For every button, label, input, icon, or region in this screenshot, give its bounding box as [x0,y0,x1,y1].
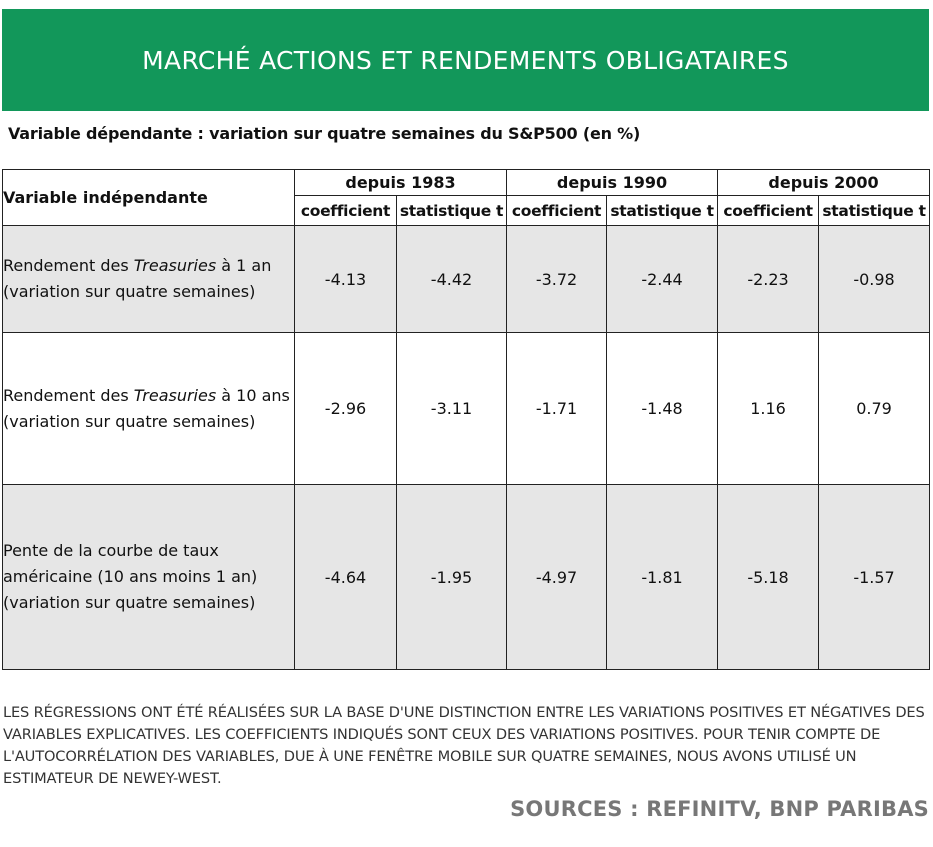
t-stat-cell: -0.98 [819,226,930,333]
t-stat-header: statistique t [607,196,718,226]
methodology-note: LES RÉGRESSIONS ONT ÉTÉ RÉALISÉES SUR LA BASE D'UNE DISTINCTION ENTRE LES VARIATIONS POSITIVES ET NÉGATIVES DES VARIABLES EXPLICATIVES. LES COEFFICIENTS INDIQUÉS SONT CEUX DES VARIATIONS POSITIVES. POUR TENIR COMPTE DE L'AUTOCORRÉLATION DES VARIABLES, DUE À UNE FENÊTRE MOBILE SUR QUATRE SEMAINES, NOUS AVONS UTILISÉ UN ESTIMATEUR DE NEWEY-WEST. [3,704,925,787]
coefficient-cell: -4.64 [295,485,397,670]
coefficient-header: coefficient [295,196,397,226]
row-label: Pente de la courbe de taux américaine (10 ans moins 1 an) (variation sur quatre semaines) [3,485,295,670]
table-row [3,485,930,670]
coefficient-cell: -4.97 [507,485,607,670]
t-stat-header: statistique t [819,196,930,226]
t-stat-cell: -4.42 [397,226,507,333]
t-stat-cell: -1.95 [397,485,507,670]
t-stat-header: statistique t [397,196,507,226]
t-stat-cell: 0.79 [819,333,930,485]
regression-table [2,169,930,670]
period-header-1983: depuis 1983 [295,170,507,196]
row-label: Rendement des Treasuries à 1 an (variation sur quatre semaines) [3,226,295,333]
coefficient-cell: -2.96 [295,333,397,485]
t-stat-cell: -3.11 [397,333,507,485]
page-title: MARCHÉ ACTIONS ET RENDEMENTS OBLIGATAIRES [142,45,789,75]
t-stat-cell: -1.48 [607,333,718,485]
coefficient-cell: -2.23 [718,226,819,333]
sources-credit: SOURCES : REFINITV, BNP PARIBAS [510,797,929,821]
dependent-variable-caption: Variable dépendante : variation sur quatre semaines du S&P500 (en %) [8,124,641,143]
row-label: Rendement des Treasuries à 10 ans (variation sur quatre semaines) [3,333,295,485]
t-stat-cell: -1.57 [819,485,930,670]
coefficient-header: coefficient [507,196,607,226]
coefficient-cell: -4.13 [295,226,397,333]
period-header-2000: depuis 2000 [718,170,930,196]
coefficient-cell: -5.18 [718,485,819,670]
table-row [3,333,930,485]
coefficient-cell: -3.72 [507,226,607,333]
title-banner [2,9,929,111]
independent-variable-header: Variable indépendante [3,170,295,226]
coefficient-cell: 1.16 [718,333,819,485]
coefficient-cell: -1.71 [507,333,607,485]
t-stat-cell: -2.44 [607,226,718,333]
table-row [3,226,930,333]
t-stat-cell: -1.81 [607,485,718,670]
coefficient-header: coefficient [718,196,819,226]
period-header-1990: depuis 1990 [507,170,718,196]
